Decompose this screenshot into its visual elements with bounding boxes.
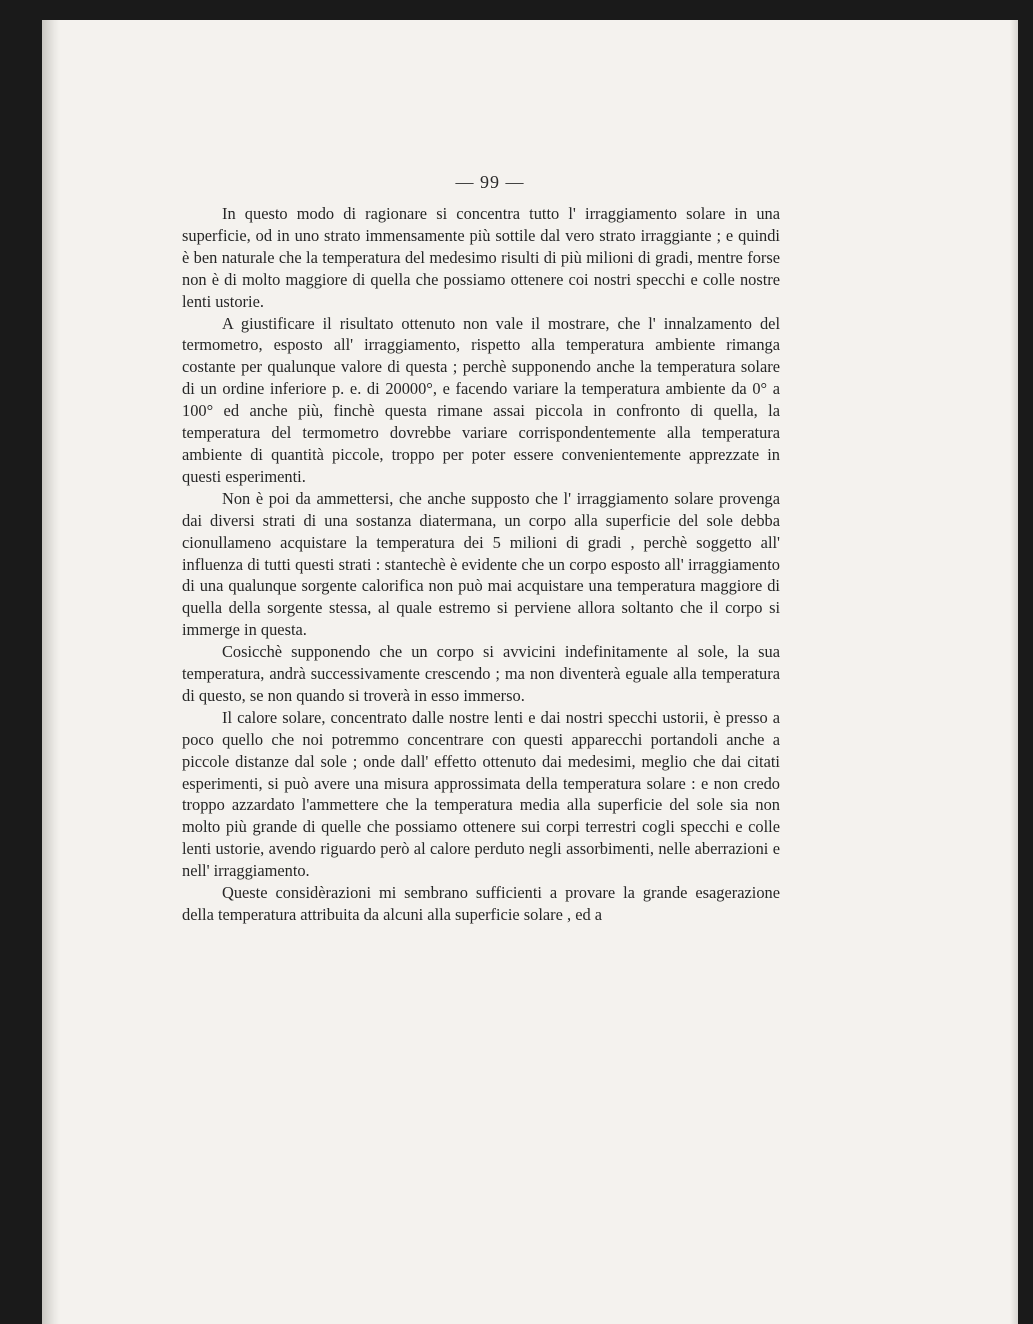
page-number: — 99 —: [455, 172, 525, 192]
paragraph-6: Queste considèrazioni mi sembrano sufficienti a provare la grande esagerazione della temperatura attribuita da alcuni alla superficie solare , ed a: [182, 883, 780, 924]
paragraph-1: In questo modo di ragionare si concentra tutto l' irraggiamento solare in una superficie, od in uno strato immensamente più sottile dal vero strato irraggiante ; e quindi è ben naturale che la temperatura del medesimo risulti di più milioni di gradi, mentre forse non è di molto maggiore di quella che possiamo ottenere coi nostri specchi e colle nostre lenti ustorie.: [182, 204, 780, 311]
body-text: [182, 203, 780, 926]
paragraph-4: Cosicchè supponendo che un corpo si avvicini indefinitamente al sole, la sua temperatura, andrà successivamente crescendo ; ma non diventerà eguale alla temperatura di questo, se non quando si troverà in esso immerso.: [182, 642, 780, 705]
paragraph-2: A giustificare il risultato ottenuto non vale il mostrare, che l' innalzamento del termometro, esposto all' irraggiamento, rispetto alla temperatura ambiente rimanga costante per qualunque valore di questa ; perchè supponendo anche la temperatura solare di un ordine inferiore p. e. di 20000°, e facendo variare la temperatura ambiente da 0° a 100° ed anche più, finchè questa rimane assai piccola in confronto di quella, la temperatura del termometro dovrebbe variare corrispondentemente alla temperatura ambiente di quantità piccole, troppo per poter essere convenientemente apprezzate in questi esperimenti.: [182, 313, 780, 486]
page-right-edge: [1010, 20, 1018, 1324]
page-gutter-shadow: [42, 20, 60, 1324]
paragraph-3: Non è poi da ammettersi, che anche supposto che l' irraggiamento solare provenga dai diversi strati di una sostanza diatermana, un corpo alla superficie del sole debba cionullameno acquistare la temperatura dei 5 milioni di gradi , perchè soggetto all' influenza di tutti questi strati : stantechè è evidente che un corpo esposto all' irraggiamento di una qualunque sorgente calorifica non può mai acquistare una temperatura maggiore di quella della sorgente stessa, al quale estremo si perviene allora soltanto che il corpo si immerge in questa.: [182, 488, 780, 640]
paragraph-5: Il calore solare, concentrato dalle nostre lenti e dai nostri specchi ustorii, è presso a poco quello che noi potremmo concentrare con questi apparecchi portandoli anche a piccole distanze dal sole ; onde dall' effetto ottenuto dai medesimi, meglio che dai citati esperimenti, si può avere una misura approssimata della temperatura solare : e non credo troppo azzardato l'ammettere che la temperatura media alla superficie del sole sia non molto più grande di quelle che possiamo ottenere sui corpi terrestri cogli specchi e colle lenti ustorie, avendo riguardo però al calore perduto negli assorbimenti, nelle aberrazioni e nell' irraggiamento.: [182, 707, 780, 881]
